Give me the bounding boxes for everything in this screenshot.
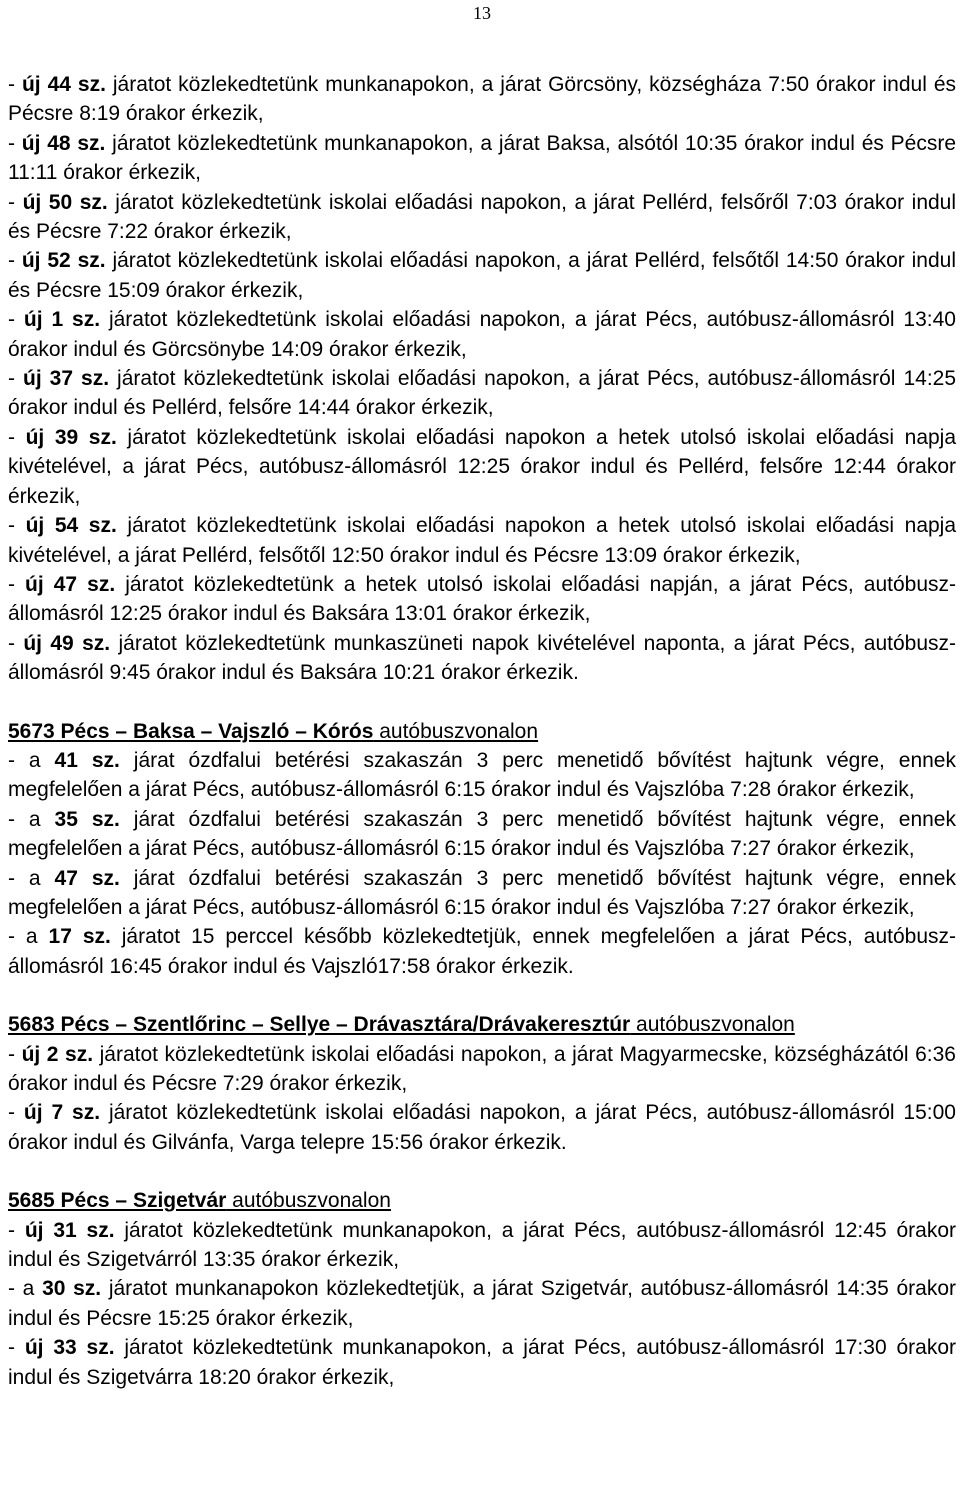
list-item <box>8 629 956 688</box>
route-description: járat ózdfalui betérési szakaszán 3 perc menetidő bővítést hajtunk végre, ennek megfelelően a járat Pécs, autóbusz-állomásról 6:15 órakor indul és Vajszlóba 7:28 órakor érkezik, <box>8 748 956 802</box>
route-list-section-5685 <box>8 1216 956 1392</box>
route-description: járatot közlekedtetünk munkanapokon, a járat Görcsöny, községháza 7:50 órakor indul és Pécsre 8:19 órakor érkezik, <box>8 73 957 126</box>
list-item <box>8 246 956 305</box>
route-number: 35 sz. <box>54 807 120 831</box>
route-description: járatot 15 perccel később közlekedtetjük, ennek megfelelően a járat Pécs, autóbusz-állomásról 16:45 órakor indul és Vajszló17:58 órakor érkezik. <box>8 925 956 978</box>
list-item <box>8 922 956 981</box>
route-number: 30 sz. <box>42 1277 102 1301</box>
route-number: új 1 sz. <box>23 308 101 332</box>
item-prefix: - <box>8 367 23 391</box>
item-prefix: - a <box>8 1277 43 1301</box>
list-item <box>8 570 956 629</box>
route-description: járatot közlekedtetünk iskolai előadási napokon, a járat Pécs, autóbusz-állomásról 13:40 órakor indul és Görcsönybe 14:09 órakor érkezik, <box>8 308 956 361</box>
list-item <box>8 864 956 923</box>
route-description: járatot közlekedtetünk iskolai előadási napokon, a járat Pécs, autóbusz-állomásról 15:00 órakor indul és Gilvánfa, Varga telepre 15:56 órakor érkezik. <box>8 1101 956 1154</box>
item-prefix: - <box>8 73 22 96</box>
list-item <box>8 1098 956 1157</box>
list-item <box>8 805 956 864</box>
item-prefix: - <box>8 249 22 273</box>
route-number: 47 sz. <box>54 866 120 890</box>
list-item <box>8 305 956 364</box>
page-number: 13 <box>473 3 491 23</box>
route-description: járatot közlekedtetünk munkanapokon, a járat Baksa, alsótól 10:35 órakor indul és Pécsre 11:11 órakor érkezik, <box>8 131 957 185</box>
item-prefix: - a <box>8 925 49 949</box>
route-number: új 7 sz. <box>23 1101 101 1125</box>
item-prefix: - <box>8 308 24 332</box>
route-number: új 48 sz. <box>21 131 106 155</box>
list-item <box>8 70 956 129</box>
route-description: járatot közlekedtetünk iskolai előadási napokon, a járat Pellérd, felsőről 7:03 órakor indul és Pécsre 7:22 órakor érkezik, <box>8 190 957 244</box>
item-prefix: - <box>8 514 26 538</box>
route-description: járatot közlekedtetünk iskolai előadási napokon a hetek utolsó iskolai előadási napja kivételével, a járat Pellérd, felsőtől 12:50 órakor indul és Pécsre 13:09 órakor érkezik, <box>8 514 957 567</box>
list-item <box>8 1216 956 1275</box>
route-list-section <box>8 70 956 688</box>
route-number: új 50 sz. <box>22 190 108 214</box>
route-list-section-5673 <box>8 746 956 981</box>
item-prefix: - <box>8 131 22 155</box>
route-description: járat ózdfalui betérési szakaszán 3 perc menetidő bővítést hajtunk végre, ennek megfelelően a járat Pécs, autóbusz-állomásról 6:15 órakor indul és Vajszlóba 7:27 órakor érkezik, <box>8 807 956 861</box>
route-description: járatot közlekedtetünk iskolai előadási napokon, a járat Pécs, autóbusz-állomásról 14:25 órakor indul és Pellérd, felsőre 14:44 órakor érkezik, <box>8 367 957 420</box>
route-description: járat ózdfalui betérési szakaszán 3 perc menetidő bővítést hajtunk végre, ennek megfelelően a járat Pécs, autóbusz-állomásról 6:15 órakor indul és Vajszlóba 7:27 órakor érkezik, <box>8 866 956 919</box>
route-number: új 37 sz. <box>23 367 110 391</box>
item-prefix: - <box>8 572 26 596</box>
route-description: járatot közlekedtetünk iskolai előadási napokon, a járat Pellérd, felsőtől 14:50 órakor indul és Pécsre 15:09 órakor érkezik, <box>8 249 957 302</box>
list-item <box>8 129 956 188</box>
route-description: járatot közlekedtetünk munkanapokon, a járat Pécs, autóbusz-állomásról 12:45 órakor indul és Szigetvárról 13:35 órakor érkezik, <box>8 1218 956 1272</box>
item-prefix: - <box>8 1101 24 1125</box>
item-prefix: - <box>8 631 24 655</box>
section-heading-5673: 5673 Pécs – Baksa – Vajszló – Kórós autóbuszvonalon <box>8 719 539 743</box>
route-description: járatot közlekedtetünk iskolai előadási napokon a hetek utolsó iskolai előadási napja kivételével, a járat Pécs, autóbusz-állomásról 12:25 órakor indul és Pellérd, felsőre 12:44 órakor érkezik, <box>8 425 957 508</box>
list-item <box>8 423 956 511</box>
item-prefix: - <box>8 190 23 214</box>
route-number: új 47 sz. <box>25 572 116 596</box>
item-prefix: - a <box>8 807 55 831</box>
section-heading-5683: 5683 Pécs – Szentlőrinc – Sellye – Drávasztára/Drávakeresztúr autóbuszvonalon <box>8 1013 795 1037</box>
item-prefix: - <box>8 425 26 449</box>
route-description: járatot közlekedtetünk a hetek utolsó iskolai előadási napján, a járat Pécs, autóbusz-állomásról 12:25 órakor indul és Baksára 13:01 órakor érkezik, <box>8 572 957 626</box>
route-number: új 31 sz. <box>24 1218 115 1242</box>
section-heading-5685: 5685 Pécs – Szigetvár autóbuszvonalon <box>8 1189 391 1213</box>
route-number: új 33 sz. <box>24 1336 115 1360</box>
list-item <box>8 746 956 805</box>
route-number: új 44 sz. <box>21 73 106 96</box>
item-prefix: - a <box>8 866 55 890</box>
item-prefix: - a <box>8 748 55 772</box>
route-number: új 49 sz. <box>23 631 111 655</box>
route-number: új 52 sz. <box>21 249 106 273</box>
route-number: 41 sz. <box>54 748 120 772</box>
list-item <box>8 511 956 570</box>
item-prefix: - <box>8 1042 22 1066</box>
route-description: járatot közlekedtetünk munkanapokon, a járat Pécs, autóbusz-állomásról 17:30 órakor indul és Szigetvárra 18:20 órakor érkezik, <box>8 1336 956 1389</box>
route-number: új 2 sz. <box>21 1042 94 1066</box>
list-item <box>8 364 956 423</box>
route-number: 17 sz. <box>48 925 111 949</box>
route-description: járatot munkanapokon közlekedtetjük, a járat Szigetvár, autóbusz-állomásról 14:35 órakor indul és Pécsre 15:25 órakor érkezik, <box>8 1277 956 1330</box>
item-prefix: - <box>8 1218 25 1242</box>
route-number: új 39 sz. <box>25 425 117 449</box>
route-list-section-5683 <box>8 1040 956 1158</box>
route-description: járatot közlekedtetünk munkaszüneti napok kivételével naponta, a járat Pécs, autóbusz-állomásról 9:45 órakor indul és Baksára 10:21 órakor érkezik. <box>8 631 957 685</box>
list-item <box>8 188 956 247</box>
item-prefix: - <box>8 1336 25 1360</box>
route-number: új 54 sz. <box>25 514 117 538</box>
list-item <box>8 1274 956 1333</box>
list-item <box>8 1333 956 1392</box>
list-item <box>8 1040 956 1099</box>
route-description: járatot közlekedtetünk iskolai előadási napokon, a járat Magyarmecske, községházától 6:36 órakor indul és Pécsre 7:29 órakor érkezik, <box>8 1042 956 1095</box>
document-body <box>8 70 956 1392</box>
